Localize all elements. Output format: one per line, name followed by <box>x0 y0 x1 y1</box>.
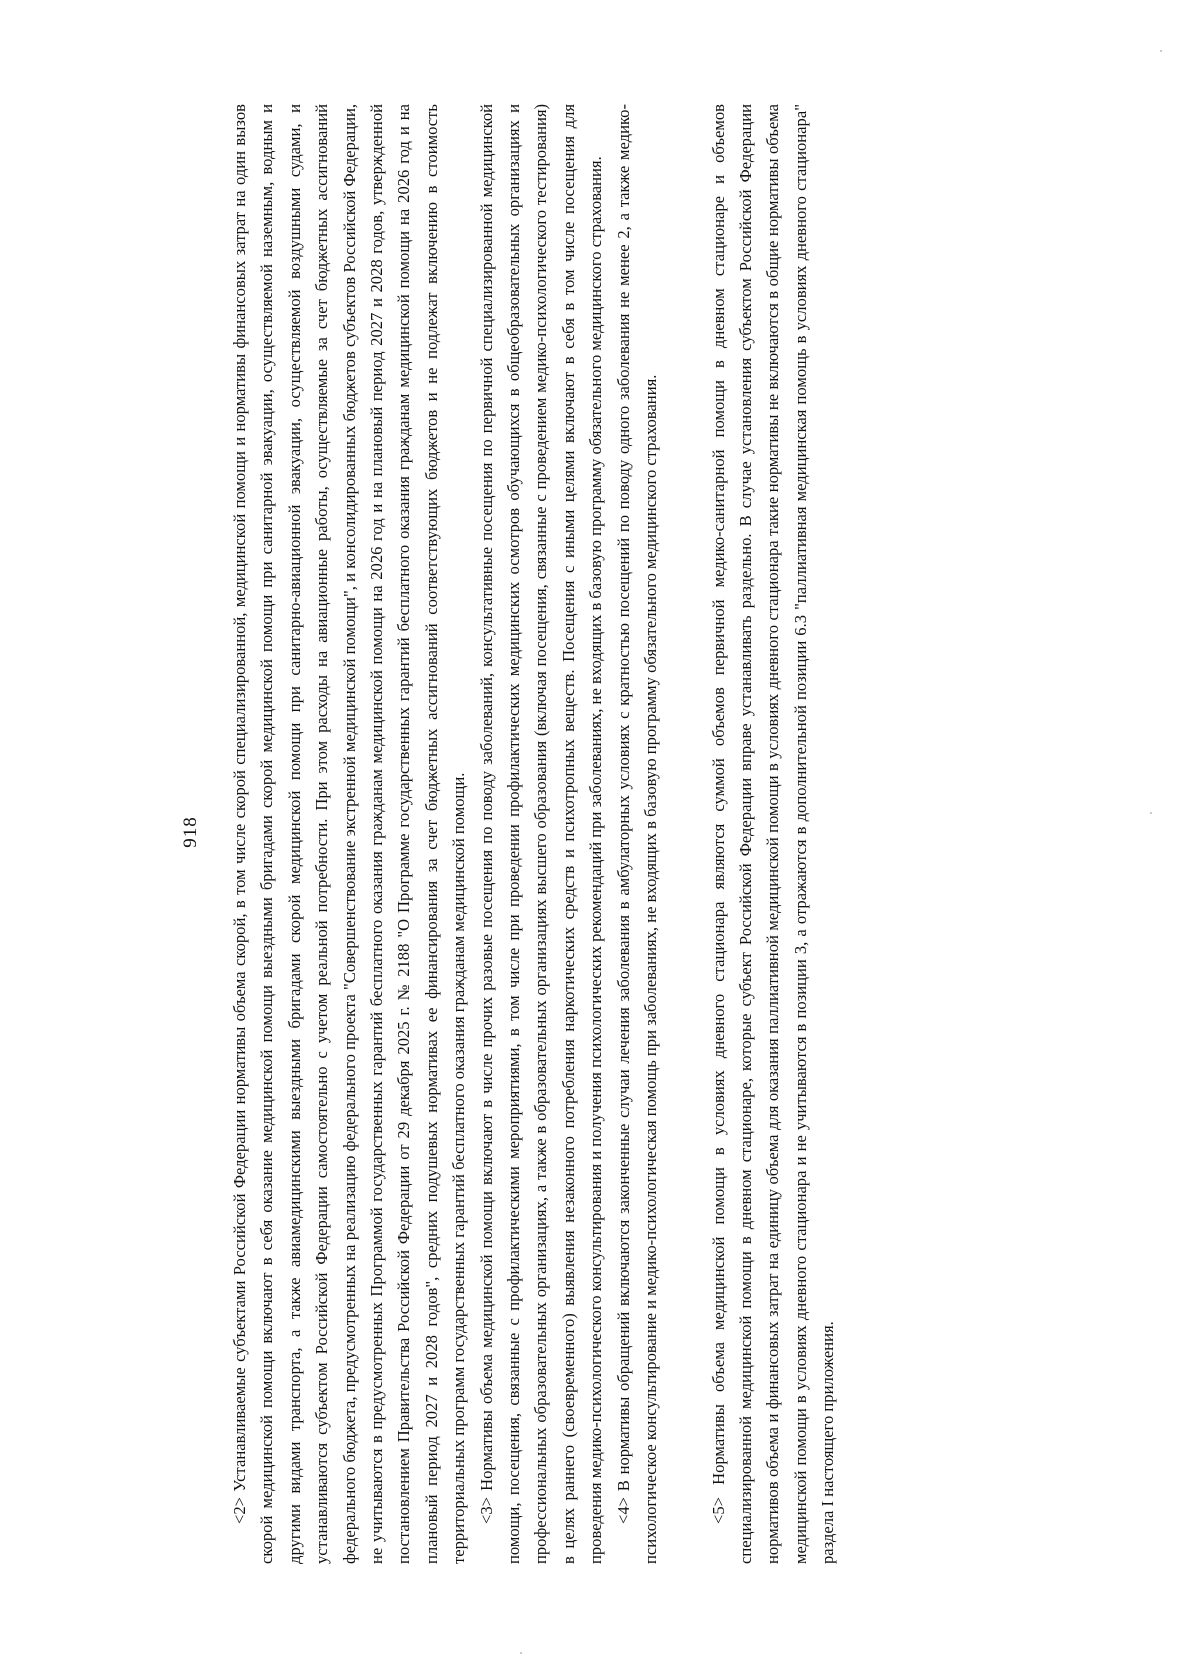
rotated-page-content <box>180 92 1000 1572</box>
page-number: 918 <box>180 816 201 848</box>
scan-speck <box>1150 812 1152 814</box>
scan-speck <box>1160 50 1162 52</box>
footnote-5: <5> Нормативы объема медицинской помощи в условиях дневного стационара являются суммой объемов первичной медико-санитарной помощи в дневном стационаре и объемов специализированной медицинской помощи в дневном стационаре, которые субъект Российской Федерации вправе устанавливать раздельно. В случае установления субъектом Российской Федерации нормативов объема и финансовых затрат на единицу объема для оказания паллиативной медицинской помощи в условиях дневного стационара такие нормативы не включаются в общие нормативы объема медицинской помощи в условиях дневного стационара и не учитываются в позиции 3, а отражаются в дополнительной позиции 6.3 "паллиативная медицинская помощь в условиях дневного стационара" раздела I настоящего приложения. <box>708 104 838 1564</box>
scan-speck <box>520 1652 522 1654</box>
footnote-2: <2> Устанавливаемые субъектами Российской Федерации нормативы объема скорой, в том числе скорой специализированной, медицинской помощи и нормативы финансовых затрат на один вызов скорой медицинской помощи включают в себя оказание медицинской помощи выездными бригадами скорой медицинской помощи при санитарной эвакуации, осуществляемой наземным, водным и другими видами транспорта, а также авиамедицинскими выездными бригадами скорой медицинской помощи при санитарно-авиационной эвакуации, осуществляемой воздушными судами, и устанавливаются субъектом Российской Федерации самостоятельно с учетом реальной потребности. При этом расходы на авиационные работы, осуществляемые за счет бюджетных ассигнований федерального бюджета, предусмотренных на реализацию федерального проекта "Совершенствование экстренной медицинской помощи", и консолидированных бюджетов субъектов Российской Федерации, не учитываются в предусмотренных Программой государственных гарантий бесплатного оказания гражданам медицинской помощи на 2026 год и на плановый период 2027 и 2028 годов, утвержденной постановлением Правительства Российской Федерации от 29 декабря 2025 г. № 2188 "О Программе государственных гарантий бесплатного оказания гражданам медицинской помощи на 2026 год и на плановый период 2027 и 2028 годов", средних подушевых нормативах ее финансирования за счет бюджетных ассигнований соответствующих бюджетов и не подлежат включению в стоимость территориальных программ государственных гарантий бесплатного оказания гражданам медицинской помощи. <box>230 104 469 1564</box>
footnote-4: <4> В нормативы обращений включаются законченные случаи лечения заболевания в амбулаторных условиях с кратностью посещений по поводу одного заболевания не менее 2, а также медико-психологическое консультирование и медико-психологическая помощь при заболеваниях, не входящих в базовую программу обязательного медицинского страхования. <box>613 104 661 1564</box>
footnotes-block <box>226 104 842 1564</box>
footnote-3: <3> Нормативы объема медицинской помощи включают в числе прочих разовые посещения по поводу заболеваний, консультативные посещения по первичной специализированной медицинской помощи, посещения, связанные с профилактическими мероприятиями, в том числе при проведении профилактических медицинских осмотров обучающихся в общеобразовательных организациях и профессиональных образовательных организациях, а также в образовательных организациях высшего образования (включая посещения, связанные с проведением медико-психологического тестирования) в целях раннего (своевременного) выявления незаконного потребления наркотических средств и психотропных веществ. Посещения с иными целями включают в себя в том числе посещения для проведения медико-психологического консультирования и получения психологических рекомендаций при заболеваниях, не входящих в базовую программу обязательного медицинского страхования. <box>476 104 606 1564</box>
